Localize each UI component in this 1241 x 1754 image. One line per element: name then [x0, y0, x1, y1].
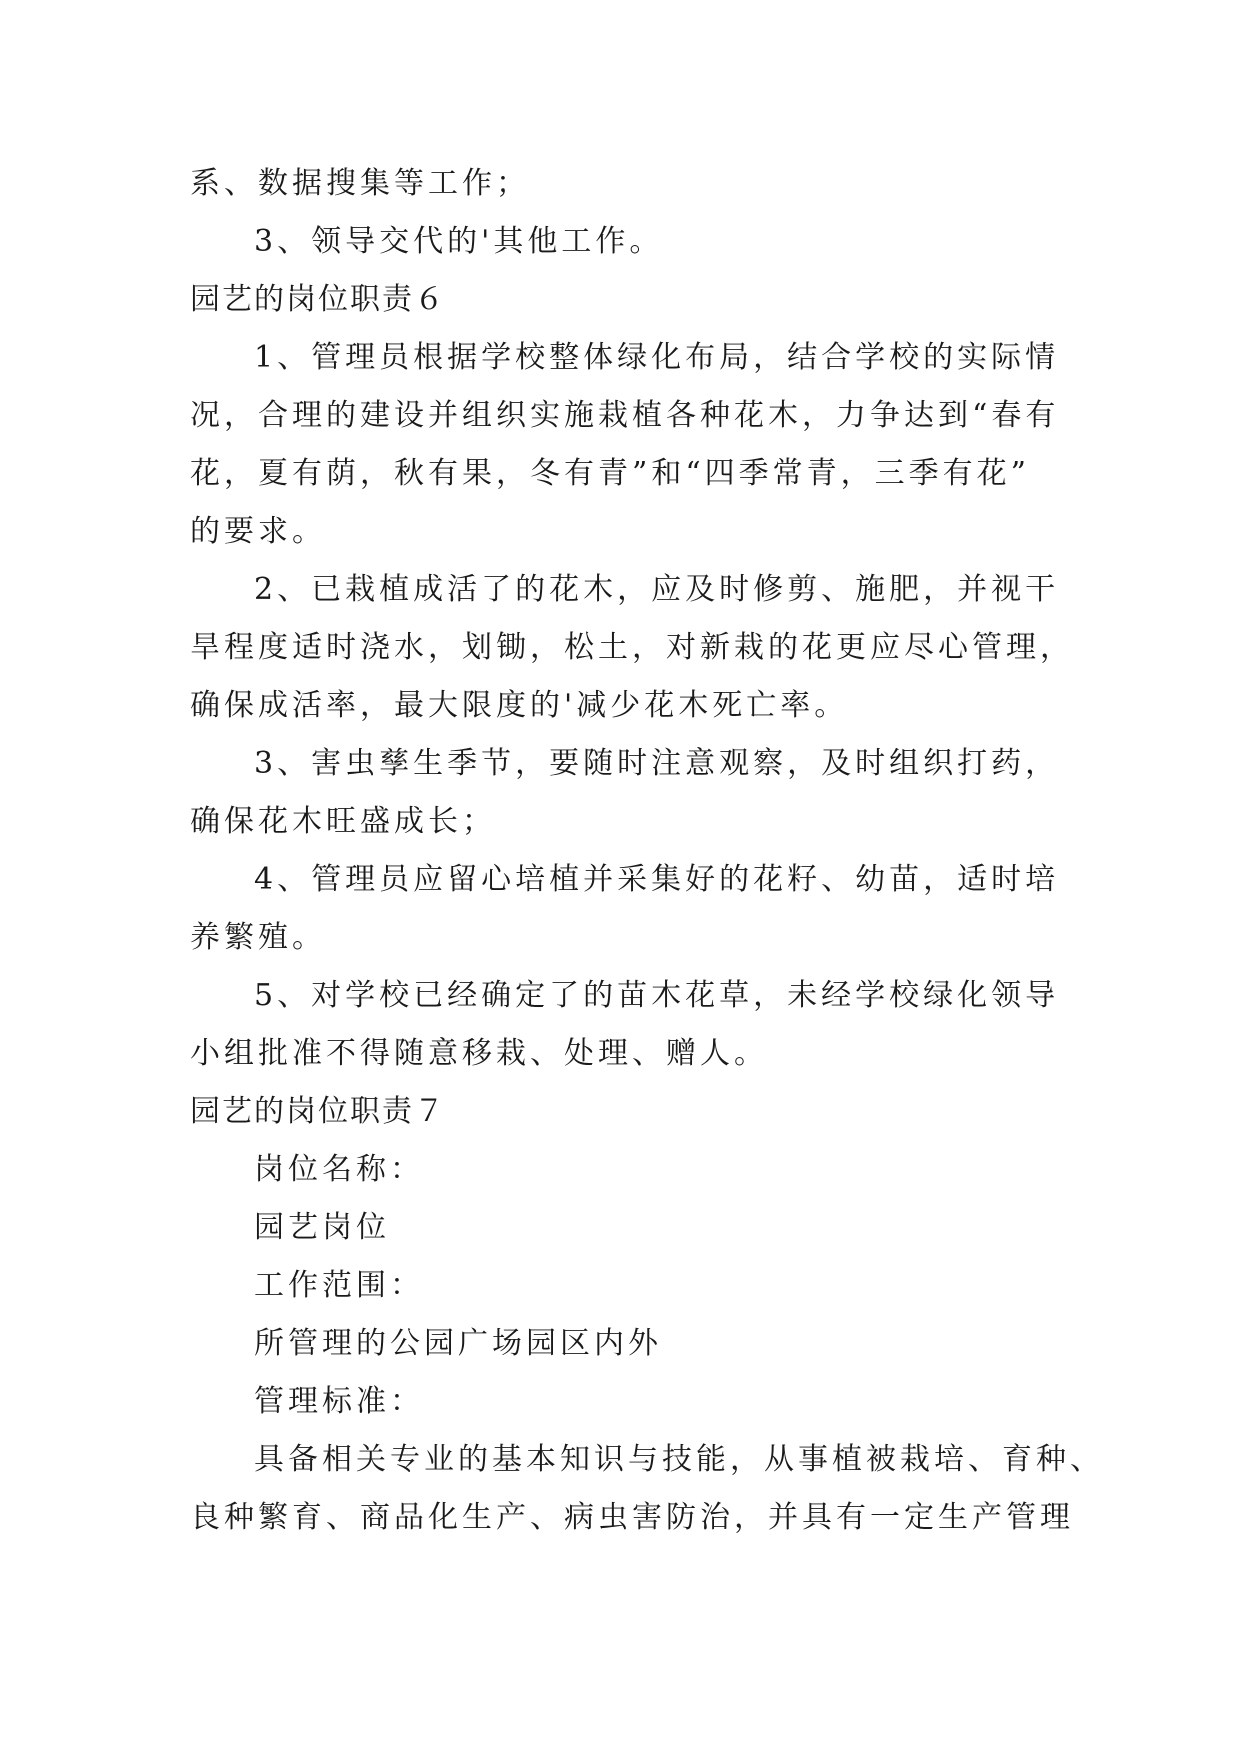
body-line: 1、管理员根据学校整体绿化布局，结合学校的实际情 [254, 340, 1060, 375]
field-value: 所管理的公园广场园区内外 [254, 1326, 662, 1361]
body-line: 5、对学校已经确定了的苗木花草，未经学校绿化领导 [254, 978, 1060, 1013]
body-line: 旱程度适时浇水，划锄，松土，对新栽的花更应尽心管理， [190, 630, 1074, 665]
body-line: 4、管理员应留心培植并采集好的花籽、幼苗，适时培 [254, 862, 1060, 897]
body-line: 花，夏有荫，秋有果，冬有青”和“四季常青，三季有花” [190, 456, 1031, 491]
document-page [190, 155, 1104, 1547]
field-label: 管理标准： [254, 1384, 424, 1419]
body-line: 况，合理的建设并组织实施栽植各种花木，力争达到“春有 [190, 398, 1060, 433]
body-line: 系、数据搜集等工作； [190, 166, 530, 201]
body-line: 3、害虫孳生季节，要随时注意观察，及时组织打药， [254, 746, 1060, 781]
body-line: 小组批准不得随意移栽、处理、赠人。 [190, 1036, 768, 1071]
section-heading: 园艺的岗位职责７ [190, 1094, 446, 1129]
body-line: 2、已栽植成活了的花木，应及时修剪、施肥，并视干 [254, 572, 1060, 607]
field-label: 岗位名称： [254, 1152, 424, 1187]
body-line: 的要求。 [190, 514, 326, 549]
section-heading: 园艺的岗位职责６ [190, 282, 446, 317]
body-line: 3、领导交代的'其他工作。 [254, 224, 664, 259]
body-line: 具备相关专业的基本知识与技能，从事植被栽培、育种、 [254, 1442, 1104, 1477]
body-line: 良种繁育、商品化生产、病虫害防治，并具有一定生产管理 [190, 1500, 1074, 1535]
body-line: 确保成活率，最大限度的'减少花木死亡率。 [190, 688, 849, 723]
body-line: 确保花木旺盛成长； [190, 804, 496, 839]
field-label: 工作范围： [254, 1268, 424, 1303]
field-value: 园艺岗位 [254, 1210, 390, 1245]
body-line: 养繁殖。 [190, 920, 326, 955]
